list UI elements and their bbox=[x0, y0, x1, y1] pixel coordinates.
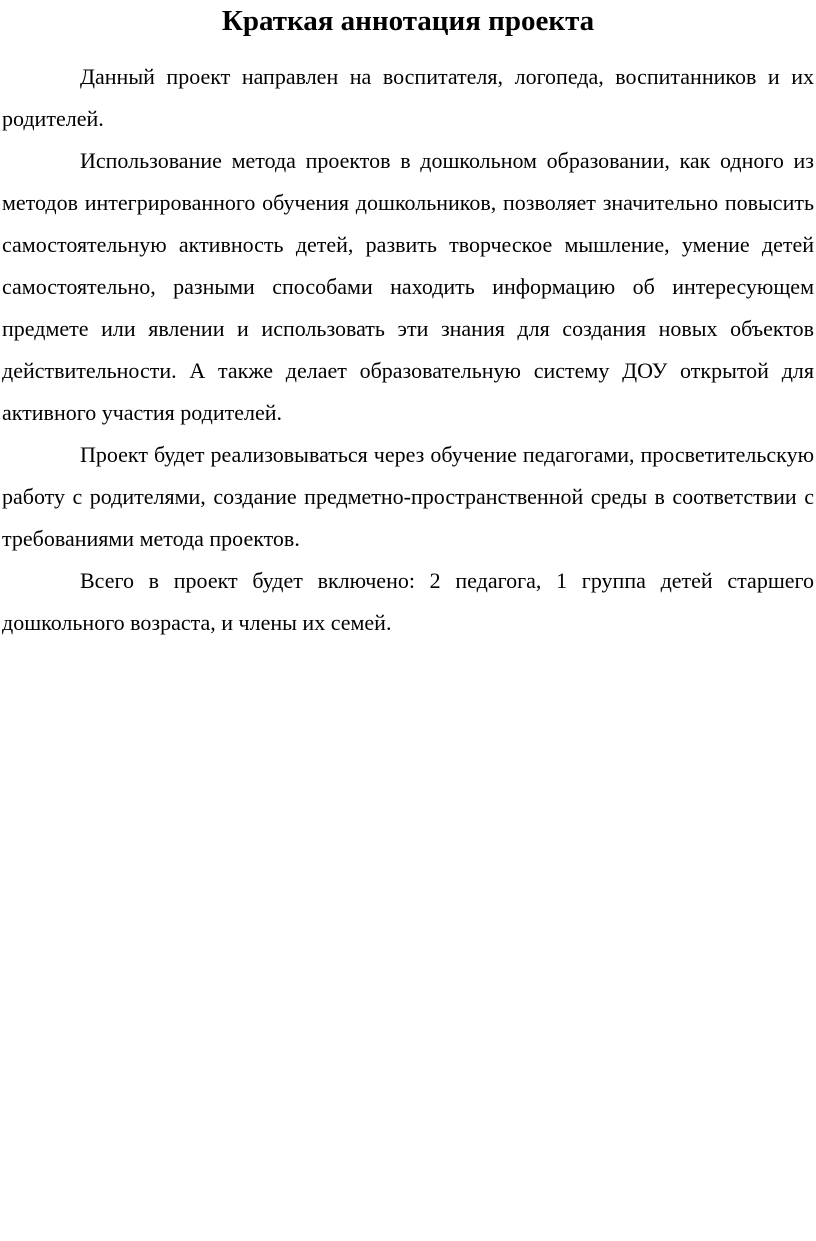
paragraph-method-description: Использование метода проектов в дошкольном образовании, как одного из методов интегрированного обучения дошкольников, позволяет значительно повысить самостоятельную активность детей, развить творческое мышление, умение детей самостоятельно, разными способами находить информацию об интересующем предмете или явлении и использовать эти знания для создания новых объектов действительности. А также делает образовательную систему ДОУ открытой для активного участия родителей. bbox=[2, 148, 814, 425]
document-body bbox=[2, 56, 814, 644]
paragraph-implementation: Проект будет реализовываться через обучение педагогами, просветительскую работу с родителями, создание предметно-пространственной среды в соответствии с требованиями метода проектов. bbox=[2, 442, 814, 551]
paragraph-target-audience: Данный проект направлен на воспитателя, логопеда, воспитанников и их родителей. bbox=[2, 64, 814, 131]
document-title: Краткая аннотация проекта bbox=[221, 5, 595, 37]
paragraph-participants: Всего в проект будет включено: 2 педагога, 1 группа детей старшего дошкольного возраста, и члены их семей. bbox=[2, 568, 814, 635]
